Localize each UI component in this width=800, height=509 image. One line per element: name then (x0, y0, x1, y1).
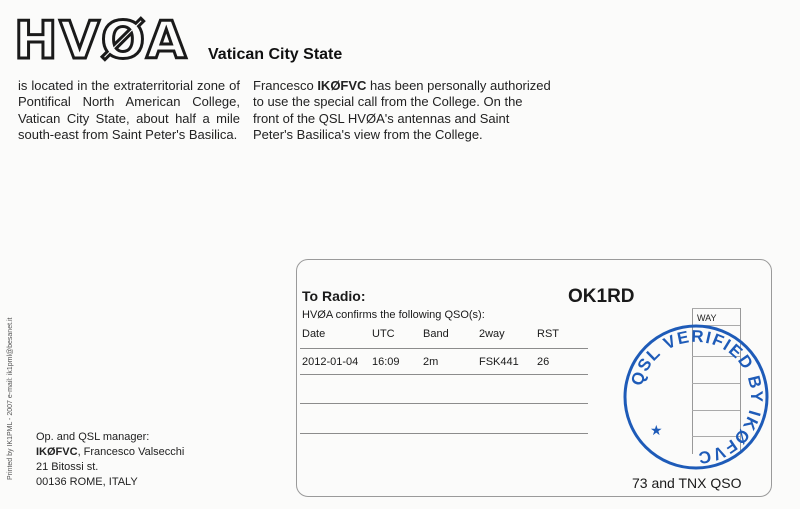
header-rule (300, 348, 588, 349)
manager-callsign: IKØFVC (36, 446, 78, 458)
row-rule-1 (300, 374, 588, 375)
qso-rst: 26 (537, 356, 550, 368)
description-right-start: Francesco (253, 78, 318, 93)
column-header-2way: 2way (479, 328, 505, 340)
printed-by-note: Printed by IK1PML - 2007 e-mail: ik1pml@besanet.it (7, 317, 14, 480)
recipient-callsign: OK1RD (568, 286, 635, 307)
column-header-band: Band (423, 328, 449, 340)
row-rule-3 (300, 433, 588, 434)
verified-stamp (622, 323, 770, 471)
country-subtitle: Vatican City State (208, 46, 343, 63)
qso-mode: FSK441 (479, 356, 519, 368)
confirms-text: HVØA confirms the following QSO(s): (302, 309, 485, 321)
way-label: WAY (697, 313, 717, 323)
column-header-utc: UTC (372, 328, 395, 340)
side-rule-0 (692, 308, 740, 309)
column-header-rst: RST (537, 328, 559, 340)
to-radio-label: To Radio: (302, 288, 366, 304)
description-right (253, 78, 551, 143)
star-icon: ★ (650, 422, 663, 438)
stamp-text: QSL VERIFIED BY IKØFVC (627, 326, 767, 468)
callsign-logo: HVØA (14, 11, 189, 71)
qso-date: 2012-01-04 (302, 356, 359, 368)
manager-street: 21 Bitossi st. (36, 461, 99, 473)
manager-city: 00136 ROME, ITALY (36, 476, 138, 488)
qso-band: 2m (423, 356, 439, 368)
manager-name-line (36, 445, 184, 460)
manager-title: Op. and QSL manager: (36, 431, 150, 443)
manager-name: , Francesco Valsecchi (77, 446, 185, 458)
closing-text: 73 and TNX QSO (632, 475, 742, 491)
qsl-manager-block (36, 430, 184, 490)
operator-callsign: IKØFVC (317, 78, 367, 93)
qso-utc: 16:09 (372, 356, 400, 368)
column-header-date: Date (302, 328, 326, 340)
stamp-outer-ring (625, 326, 767, 468)
description-left: is located in the extraterritorial zone of Pontifical North American College, Vatican City State, about half a mile south-east from Saint Peter's Basilica. (18, 78, 240, 142)
row-rule-2 (300, 403, 588, 404)
description-right-end: has been personally authorized to use the special call from the College. On the front of the QSL HVØA's antennas and Saint Peter's Basilica's view from the College. (253, 78, 551, 142)
